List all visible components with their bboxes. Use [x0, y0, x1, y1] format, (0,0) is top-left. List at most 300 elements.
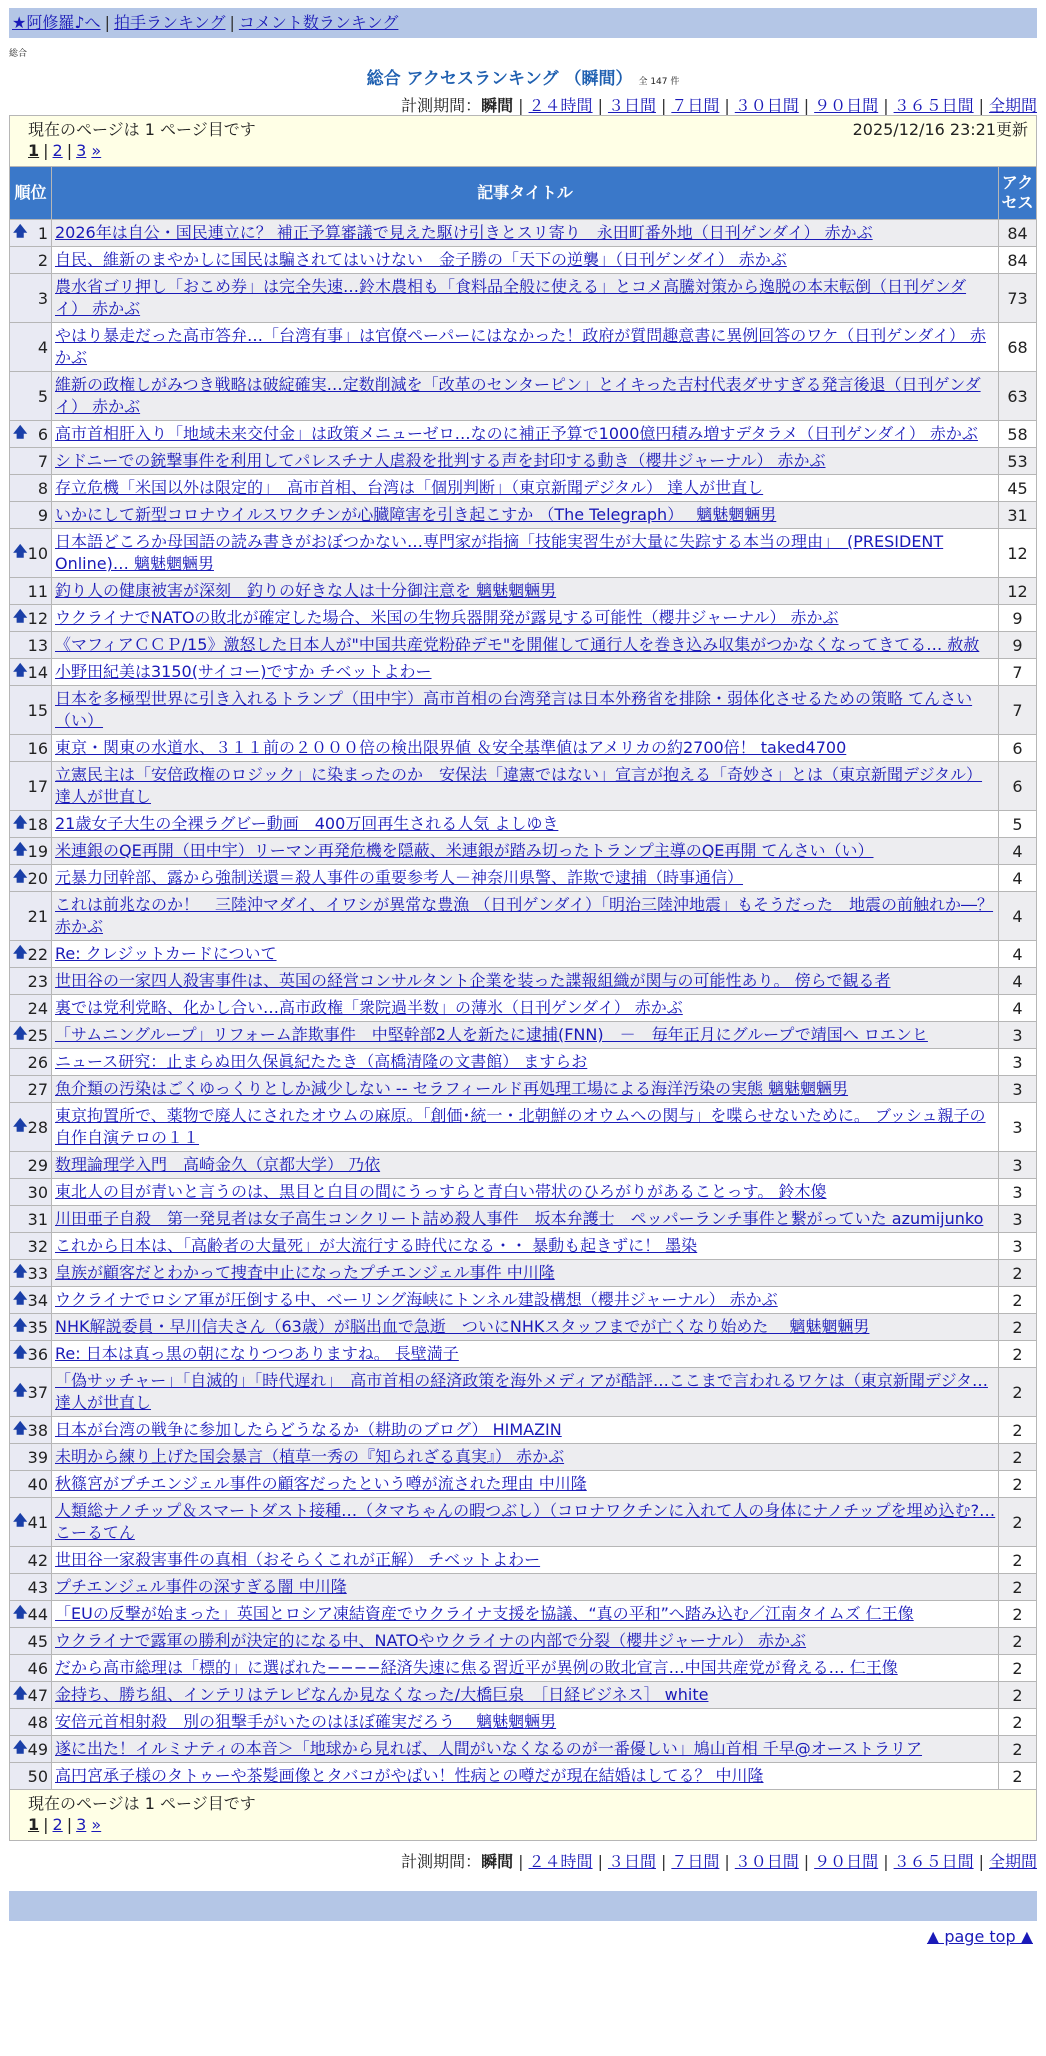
period-separator: |: [518, 96, 524, 115]
title-cell: [52, 605, 999, 632]
rank-number: 32: [27, 1236, 48, 1256]
rank-number: 18: [27, 814, 48, 834]
article-link[interactable]: 2026年は自公・国民連立に？ 補正予算審議で見えた駆け引きとスリ寄り 永田町番外地（日刊ゲンダイ） 赤かぶ: [55, 223, 873, 242]
rank-number: 48: [27, 1712, 48, 1732]
table-row: [10, 1682, 1037, 1709]
access-count: 45: [998, 475, 1036, 502]
rank-number: 2: [37, 250, 48, 270]
access-count: 2: [998, 1709, 1036, 1736]
article-link[interactable]: 金持ち、勝ち組、インテリはテレビなんか見なくなった/大橋巨泉 ［日経ビジネス］ white: [55, 1685, 709, 1704]
title-cell: [52, 502, 999, 529]
rank-cell: [10, 838, 52, 865]
access-count: 6: [998, 735, 1036, 762]
article-link[interactable]: Re: クレジットカードについて: [55, 944, 277, 963]
article-link[interactable]: ウクライナでNATOの敗北が確定した場合、米国の生物兵器開発が露見する可能性（櫻井ジャーナル） 赤かぶ: [55, 608, 839, 627]
up-arrow-icon: 🡅: [13, 842, 28, 858]
access-count: 84: [998, 220, 1036, 247]
access-count: 84: [998, 247, 1036, 274]
article-link[interactable]: 世田谷の一家四人殺害事件は、英国の経営コンサルタント企業を装った諜報組織が関与の可能性あり。 傍らで観る者: [55, 971, 891, 990]
period-link-4[interactable]: ９０日間: [814, 96, 879, 115]
article-link[interactable]: 未明から練り上げた国会暴言（植草一秀の『知られざる真実』） 赤かぶ: [55, 1447, 565, 1466]
title-cell: [52, 865, 999, 892]
rank-number: 45: [27, 1631, 48, 1651]
table-row: [10, 1736, 1037, 1763]
access-count: 2: [998, 1471, 1036, 1498]
table-row: [10, 323, 1037, 372]
up-arrow-icon: 🡅: [13, 815, 28, 831]
top-nav-bar: [9, 8, 1037, 38]
rank-cell: [10, 659, 52, 686]
article-link[interactable]: 裏では党利党略、化かし合い…高市政権「衆院過半数」の薄氷（日刊ゲンダイ） 赤かぶ: [55, 998, 683, 1017]
article-link[interactable]: 東京・関東の水道水、３１１前の２０００倍の検出限界値 ＆安全基準値はアメリカの約2700倍！ taked4700: [55, 738, 847, 757]
period-separator: |: [660, 96, 667, 115]
article-link[interactable]: 世田谷一家殺害事件の真相（おそらくこれが正解） チベットよわー: [55, 1550, 541, 1569]
rank-cell: [10, 1628, 52, 1655]
title-cell: [52, 1628, 999, 1655]
article-link[interactable]: 日本が台湾の戦争に参加したらどうなるか（耕助のブログ） HIMAZIN: [55, 1420, 562, 1439]
table-row: [10, 1022, 1037, 1049]
period-link-5[interactable]: ３６５日間: [893, 96, 974, 115]
period-separator: |: [597, 96, 603, 115]
rank-cell: [10, 632, 52, 659]
table-row: [10, 632, 1037, 659]
period-link-0[interactable]: ２４時間: [528, 96, 593, 115]
period-separator: |: [597, 1852, 603, 1871]
article-link[interactable]: 数理論理学入門 高崎金久（京都大学） 乃依: [55, 1155, 381, 1174]
rank-number: 27: [27, 1079, 48, 1099]
article-link[interactable]: シドニーでの銃撃事件を利用してパレスチナ人虐殺を批判する声を封印する動き（櫻井ジャーナル） 赤かぶ: [55, 451, 826, 470]
nav-link-comment-ranking[interactable]: コメント数ランキング: [238, 13, 399, 32]
period-separator: |: [803, 1852, 810, 1871]
rank-number: 23: [27, 971, 48, 991]
nav-separator: |: [229, 13, 235, 32]
up-arrow-icon: 🡅: [13, 663, 28, 679]
rank-number: 26: [27, 1052, 48, 1072]
rank-cell: [10, 1417, 52, 1444]
access-count: 4: [998, 968, 1036, 995]
title-cell: [52, 735, 999, 762]
page-separator: |: [66, 1815, 73, 1834]
rank-cell: [10, 578, 52, 605]
rank-cell: [10, 1049, 52, 1076]
article-link[interactable]: NHK解説委員・早川信夫さん（63歳）が脳出血で急逝 ついにNHKスタッフまでが亡くなり始めた 魑魅魍魎男: [55, 1317, 870, 1336]
rank-cell: [10, 865, 52, 892]
page-separator: |: [66, 141, 73, 160]
period-link-3[interactable]: ３０日間: [734, 96, 799, 115]
nav-separator: |: [104, 13, 110, 32]
rank-cell: [10, 1260, 52, 1287]
table-row: [10, 1260, 1037, 1287]
rank-cell: [10, 1709, 52, 1736]
rank-number: 47: [27, 1685, 48, 1705]
pagination-top: [28, 140, 1028, 162]
article-link[interactable]: 日本語どころか母国語の読み書きがおぼつかない…専門家が指摘「技能実習生が大量に失踪する本当の理由」 (PRESIDENT Online)… 魑魅魍魎男: [55, 532, 944, 573]
table-row: [10, 1444, 1037, 1471]
period-separator: |: [724, 96, 730, 115]
rank-number: 43: [27, 1577, 48, 1597]
table-row: [10, 1179, 1037, 1206]
title-cell: [52, 1682, 999, 1709]
table-row: [10, 686, 1037, 735]
access-count: 3: [998, 1233, 1036, 1260]
title-cell: [52, 1655, 999, 1682]
article-link[interactable]: 東北人の目が青いと言うのは、黒目と白目の間にうっすらと青白い帯状のひろがりがあることっす。 鈴木傻: [55, 1182, 827, 1201]
access-count: 2: [998, 1341, 1036, 1368]
up-arrow-icon: 🡅: [13, 1345, 28, 1361]
access-count: 2: [998, 1574, 1036, 1601]
article-link[interactable]: 米連銀のQE再開（田中宇）リーマン再発危機を隠蔽、米連銀が踏み切ったトランプ主導のQE再開 てんさい（い）: [55, 841, 874, 860]
period-separator: |: [660, 1852, 667, 1871]
access-count: 63: [998, 372, 1036, 421]
rank-cell: [10, 1763, 52, 1790]
article-link[interactable]: やはり暴走だった高市答弁…「台湾有事」は官僚ペーパーにはなかった！政府が質問趣意書に異例回答のワケ（日刊ゲンダイ） 赤かぶ: [55, 326, 987, 367]
article-link[interactable]: 遂に出た！イルミナティの本音＞「地球から見れば、人間がいなくなるのが一番優しい」鳩山首相 千早@オーストラリア: [55, 1739, 923, 1758]
article-link[interactable]: 存立危機「米国以外は限定的」 高市首相、台湾は「個別判断」（東京新聞デジタル） 達人が世直し: [55, 478, 764, 497]
period-link-2[interactable]: ７日間: [671, 1852, 720, 1871]
period-link-5[interactable]: ３６５日間: [893, 1852, 974, 1871]
total-count: 全 147 件: [638, 77, 680, 87]
rank-cell: [10, 968, 52, 995]
nav-link-clap-ranking[interactable]: 拍手ランキング: [113, 13, 226, 32]
table-row: [10, 811, 1037, 838]
period-separator: |: [883, 96, 889, 115]
rank-cell: [10, 1736, 52, 1763]
period-current: 瞬間: [481, 1852, 514, 1871]
title-cell: [52, 838, 999, 865]
up-arrow-icon: 🡅: [13, 1118, 28, 1134]
rank-cell: [10, 1655, 52, 1682]
rank-number: 34: [27, 1290, 48, 1310]
title-cell: [52, 247, 999, 274]
article-link[interactable]: 「サムニングループ」リフォーム詐欺事件 中堅幹部2人を新たに逮捕(FNN) － 毎年正月にグループで靖国へ ロエンヒ: [55, 1025, 928, 1044]
access-count: 3: [998, 1022, 1036, 1049]
article-link[interactable]: 高市首相肝入り「地域未来交付金」は政策メニューゼロ…なのに補正予算で1000億円積み増すデタラメ（日刊ゲンダイ） 赤かぶ: [55, 424, 978, 443]
rank-number: 41: [27, 1512, 48, 1532]
title-cell: [52, 1763, 999, 1790]
updated-timestamp: 2025/12/16 23:21更新: [852, 120, 1028, 139]
table-row: [10, 1417, 1037, 1444]
rank-number: 14: [27, 662, 48, 682]
access-count: 4: [998, 892, 1036, 941]
period-separator: |: [518, 1852, 524, 1871]
rank-cell: [10, 762, 52, 811]
article-link[interactable]: ウクライナでロシア軍が圧倒する中、ベーリング海峡にトンネル建設構想（櫻井ジャーナル） 赤かぶ: [55, 1290, 778, 1309]
page-link-3[interactable]: 3: [76, 1815, 87, 1834]
title-cell: [52, 968, 999, 995]
page-next-link[interactable]: »: [91, 141, 102, 160]
page-link-3[interactable]: 3: [76, 141, 87, 160]
rank-cell: [10, 605, 52, 632]
rank-number: 35: [27, 1317, 48, 1337]
title-cell: [52, 1314, 999, 1341]
access-count: 3: [998, 1076, 1036, 1103]
page-separator: |: [43, 141, 49, 160]
article-link[interactable]: 高円宮承子様のタトゥーや茶髪画像とタバコがやばい！性病との噂だが現在結婚はしてる？ 中川隆: [55, 1766, 764, 1785]
access-count: 2: [998, 1628, 1036, 1655]
table-row: [10, 502, 1037, 529]
rank-cell: [10, 1022, 52, 1049]
up-arrow-icon: 🡅: [13, 224, 28, 240]
rank-cell: [10, 1287, 52, 1314]
rank-number: 22: [27, 944, 48, 964]
up-arrow-icon: 🡅: [13, 1740, 28, 1756]
rank-number: 8: [37, 478, 48, 498]
article-link[interactable]: 「偽サッチャー」「自滅的」「時代遅れ」 高市首相の経済政策を海外メディアが酷評…ここまで言われるワケは（東京新聞デジタ… 達人が世直し: [55, 1371, 988, 1412]
rank-number: 36: [27, 1344, 48, 1364]
article-link[interactable]: 安倍元首相射殺 別の狙撃手がいたのはほぼ確実だろう 魑魅魍魎男: [55, 1712, 557, 1731]
rank-number: 6: [37, 424, 48, 444]
table-row: [10, 838, 1037, 865]
title-cell: [52, 686, 999, 735]
rank-cell: [10, 941, 52, 968]
category-label: 総合: [9, 49, 28, 59]
access-count: 9: [998, 632, 1036, 659]
period-current: 瞬間: [481, 96, 514, 115]
access-count: 2: [998, 1314, 1036, 1341]
access-count: 3: [998, 1179, 1036, 1206]
table-row: [10, 1049, 1037, 1076]
table-row: [10, 1601, 1037, 1628]
access-count: 4: [998, 941, 1036, 968]
access-count: 58: [998, 421, 1036, 448]
rank-cell: [10, 1206, 52, 1233]
article-link[interactable]: 小野田紀美は3150(サイコー)ですか チベットよわー: [55, 662, 432, 681]
rank-number: 17: [27, 776, 48, 796]
access-count: 53: [998, 448, 1036, 475]
rank-cell: [10, 686, 52, 735]
access-count: 3: [998, 1103, 1036, 1152]
up-arrow-icon: 🡅: [13, 1383, 28, 1399]
rank-number: 20: [27, 868, 48, 888]
article-link[interactable]: 維新の政権しがみつき戦略は破綻確実…定数削減を「改革のセンターピン」とイキった吉村代表ダサすぎる発言後退（日刊ゲンダイ） 赤かぶ: [55, 375, 981, 416]
bottom-bar: [9, 1891, 1037, 1921]
page-link-2[interactable]: 2: [52, 1815, 63, 1834]
title-cell: [52, 1417, 999, 1444]
title-cell: [52, 372, 999, 421]
title-cell: [52, 323, 999, 372]
article-link[interactable]: 自民、維新のまやかしに国民は騙されてはいけない 金子勝の「天下の逆襲」（日刊ゲンダイ） 赤かぶ: [55, 250, 787, 269]
table-row: [10, 1233, 1037, 1260]
period-link-1[interactable]: ３日間: [607, 1852, 656, 1871]
table-row: [10, 1076, 1037, 1103]
period-separator: |: [883, 1852, 889, 1871]
rank-cell: [10, 1076, 52, 1103]
rank-number: 42: [27, 1550, 48, 1570]
access-count: 12: [998, 578, 1036, 605]
article-link[interactable]: プチエンジェル事件の深すぎる闇 中川隆: [55, 1577, 347, 1596]
access-count: 2: [998, 1287, 1036, 1314]
article-link[interactable]: 釣り人の健康被害が深刻 釣りの好きな人は十分御注意を 魑魅魍魎男: [55, 581, 557, 600]
rank-number: 28: [27, 1117, 48, 1137]
article-link[interactable]: 日本を多極型世界に引き入れるトランプ（田中宇）高市首相の台湾発言は日本外務省を排除・弱体化させるための策略 てんさい（い）: [55, 689, 973, 730]
table-row: [10, 421, 1037, 448]
article-link[interactable]: 農水省ゴリ押し「おこめ券」は完全失速…鈴木農相も「食料品全般に使える」とコメ高騰対策から逸脱の本末転倒（日刊ゲンダイ） 赤かぶ: [55, 277, 967, 318]
page-link-2[interactable]: 2: [52, 141, 63, 160]
access-count: 2: [998, 1655, 1036, 1682]
rank-cell: [10, 1547, 52, 1574]
period-label: 計測期間：: [401, 1852, 482, 1871]
period-selector-bottom: [9, 1849, 1037, 1871]
rank-number: 37: [27, 1382, 48, 1402]
article-link[interactable]: ウクライナで露軍の勝利が決定的になる中、NATOやウクライナの内部で分裂（櫻井ジャーナル） 赤かぶ: [55, 1631, 807, 1650]
table-row: [10, 1763, 1037, 1790]
access-count: 2: [998, 1682, 1036, 1709]
rank-number: 10: [27, 543, 48, 563]
period-selector-top: [9, 93, 1037, 115]
rank-number: 21: [27, 906, 48, 926]
table-row: [10, 1471, 1037, 1498]
period-link-3[interactable]: ３０日間: [734, 1852, 799, 1871]
access-count: 3: [998, 1206, 1036, 1233]
rank-number: 3: [37, 288, 48, 308]
up-arrow-icon: 🡅: [13, 1291, 28, 1307]
title-cell: [52, 1076, 999, 1103]
period-link-6[interactable]: 全期間: [988, 1852, 1037, 1871]
rank-cell: [10, 1444, 52, 1471]
article-link[interactable]: 皇族が顧客だとわかって捜査中止になったプチエンジェル事件 中川隆: [55, 1263, 555, 1282]
article-link[interactable]: 21歳女子大生の全裸ラグビー動画 400万回再生される人気 よしゆき: [55, 814, 559, 833]
title-cell: [52, 1206, 999, 1233]
page-next-link[interactable]: »: [91, 1815, 102, 1834]
access-count: 7: [998, 686, 1036, 735]
rank-cell: [10, 247, 52, 274]
period-link-6[interactable]: 全期間: [988, 96, 1037, 115]
ranking-title: 総合 アクセスランキング （瞬間）: [366, 69, 633, 89]
title-cell: [52, 659, 999, 686]
title-cell: [52, 448, 999, 475]
article-link[interactable]: 人類総ナノチップ＆スマートダスト接種…（タマちゃんの暇つぶし）（コロナワクチンに入れて人の身体にナノチップを埋め込む?… こーるてん: [55, 1501, 996, 1542]
access-count: 3: [998, 1049, 1036, 1076]
period-link-1[interactable]: ３日間: [607, 96, 656, 115]
article-link[interactable]: Re: 日本は真っ黒の朝になりつつありますね。 長壁満子: [55, 1344, 459, 1363]
title-cell: [52, 892, 999, 941]
title-cell: [52, 762, 999, 811]
period-link-4[interactable]: ９０日間: [814, 1852, 879, 1871]
period-label: 計測期間：: [401, 96, 482, 115]
article-link[interactable]: これから日本は、「高齢者の大量死」が大流行する時代になる・・ 暴動も起きずに！ 墨染: [55, 1236, 698, 1255]
title-cell: [52, 1233, 999, 1260]
rank-number: 29: [27, 1155, 48, 1175]
table-row: [10, 475, 1037, 502]
table-row: [10, 892, 1037, 941]
table-row: [10, 220, 1037, 247]
article-link[interactable]: 立憲民主は「安倍政権のロジック」に染まったのか 安保法「違憲ではない」宣言が抱える「奇妙さ」とは（東京新聞デジタル） 達人が世直し: [55, 765, 983, 806]
rank-cell: [10, 529, 52, 578]
access-count: 3: [998, 1152, 1036, 1179]
access-count: 73: [998, 274, 1036, 323]
rank-cell: [10, 1103, 52, 1152]
title-cell: [52, 1152, 999, 1179]
title-cell: [52, 995, 999, 1022]
rank-cell: [10, 1471, 52, 1498]
rank-number: 19: [27, 841, 48, 861]
access-count: 4: [998, 865, 1036, 892]
period-separator: |: [978, 1852, 984, 1871]
article-link[interactable]: 東京拘置所で、薬物で廃人にされたオウムの麻原。「創価･統一・北朝鮮のオウムへの関与」を喋らせないために。 ブッシュ親子の自作自演テロの１１: [55, 1106, 986, 1147]
access-count: 2: [998, 1417, 1036, 1444]
title-cell: [52, 1547, 999, 1574]
rank-cell: [10, 1601, 52, 1628]
article-link[interactable]: これは前兆なのか！ 三陸沖マダイ、イワシが異常な豊漁 （日刊ゲンダイ）「明治三陸沖地震」もそうだった 地震の前触れか―？ 赤かぶ: [55, 895, 994, 936]
rank-cell: [10, 502, 52, 529]
article-link[interactable]: 元暴力団幹部、露から強制送還＝殺人事件の重要参考人－神奈川県警、詐欺で逮捕（時事通信）: [55, 868, 744, 887]
nav-link-asyura[interactable]: ★阿修羅♪へ: [12, 13, 101, 32]
up-arrow-icon: 🡅: [13, 544, 28, 560]
title-cell: [52, 1736, 999, 1763]
column-header-rank: 順位: [10, 167, 52, 220]
period-separator: |: [803, 96, 810, 115]
title-cell: [52, 1341, 999, 1368]
table-row: [10, 659, 1037, 686]
article-link[interactable]: 川田亜子自殺 第一発見者は女子高生コンクリート詰め殺人事件 坂本弁護士 ペッパーランチ事件と繋がっていた azumijunko: [55, 1209, 984, 1228]
column-header-title: 記事タイトル: [52, 167, 999, 220]
page-top-link[interactable]: ▲ page top ▲: [926, 1927, 1033, 1946]
title-cell: [52, 1471, 999, 1498]
current-page-text: 現在のページは 1 ページ目です: [28, 120, 256, 139]
rank-number: 38: [27, 1420, 48, 1440]
access-count: 68: [998, 323, 1036, 372]
rank-number: 7: [37, 451, 48, 471]
title-cell: [52, 1709, 999, 1736]
table-row: [10, 968, 1037, 995]
up-arrow-icon: 🡅: [13, 945, 28, 961]
up-arrow-icon: 🡅: [13, 1686, 28, 1702]
rank-number: 25: [27, 1025, 48, 1045]
article-link[interactable]: 秋篠宮がプチエンジェル事件の顧客だったという噂が流された理由 中川隆: [55, 1474, 587, 1493]
title-cell: [52, 1179, 999, 1206]
table-row: [10, 1314, 1037, 1341]
ranking-table: [9, 115, 1037, 1841]
page-current: 1: [28, 141, 40, 160]
title-cell: [52, 1287, 999, 1314]
access-count: 31: [998, 502, 1036, 529]
rank-cell: [10, 274, 52, 323]
article-link[interactable]: だから高市総理は「標的」に選ばれた−−−−経済失速に焦る習近平が異例の敗北宣言…中国共産党が脅える… 仁王像: [55, 1658, 898, 1677]
rank-number: 12: [27, 608, 48, 628]
rank-cell: [10, 995, 52, 1022]
article-link[interactable]: 《マフィアＣＣＰ/15》激怒した日本人が"中国共産党粉砕デモ"を開催して通行人を巻き込み収集がつかなくなってきてる… 赦赦: [55, 635, 980, 654]
article-link[interactable]: 「EUの反撃が始まった」英国とロシア凍結資産でウクライナ支援を協議、“真の平和”へ踏み込む／江南タイムズ 仁王像: [55, 1604, 914, 1623]
access-count: 2: [998, 1547, 1036, 1574]
access-count: 9: [998, 605, 1036, 632]
table-row: [10, 1655, 1037, 1682]
up-arrow-icon: 🡅: [13, 1605, 28, 1621]
period-link-2[interactable]: ７日間: [671, 96, 720, 115]
article-link[interactable]: ニュース研究：止まらぬ田久保眞紀たたき（高橋清隆の文書館） ますらお: [55, 1052, 588, 1071]
article-link[interactable]: 魚介類の汚染はごくゆっくりとしか減少しない -- セラフィールド再処理工場による海洋汚染の実態 魑魅魍魎男: [55, 1079, 849, 1098]
page-title: [9, 64, 1037, 89]
table-row: [10, 762, 1037, 811]
table-row: [10, 1341, 1037, 1368]
access-count: 2: [998, 1498, 1036, 1547]
table-row: [10, 605, 1037, 632]
rank-cell: [10, 811, 52, 838]
title-cell: [52, 421, 999, 448]
access-count: 7: [998, 659, 1036, 686]
access-count: 2: [998, 1260, 1036, 1287]
title-cell: [52, 1601, 999, 1628]
rank-cell: [10, 735, 52, 762]
article-link[interactable]: いかにして新型コロナウイルスワクチンが心臓障害を引き起こすか （The Telegraph） 魑魅魍魎男: [55, 505, 777, 524]
period-link-0[interactable]: ２４時間: [528, 1852, 593, 1871]
page-info-top: [10, 116, 1037, 167]
table-row: [10, 1103, 1037, 1152]
rank-number: 49: [27, 1739, 48, 1759]
rank-cell: [10, 421, 52, 448]
page-separator: |: [43, 1815, 49, 1834]
rank-cell: [10, 1682, 52, 1709]
table-row: [10, 448, 1037, 475]
